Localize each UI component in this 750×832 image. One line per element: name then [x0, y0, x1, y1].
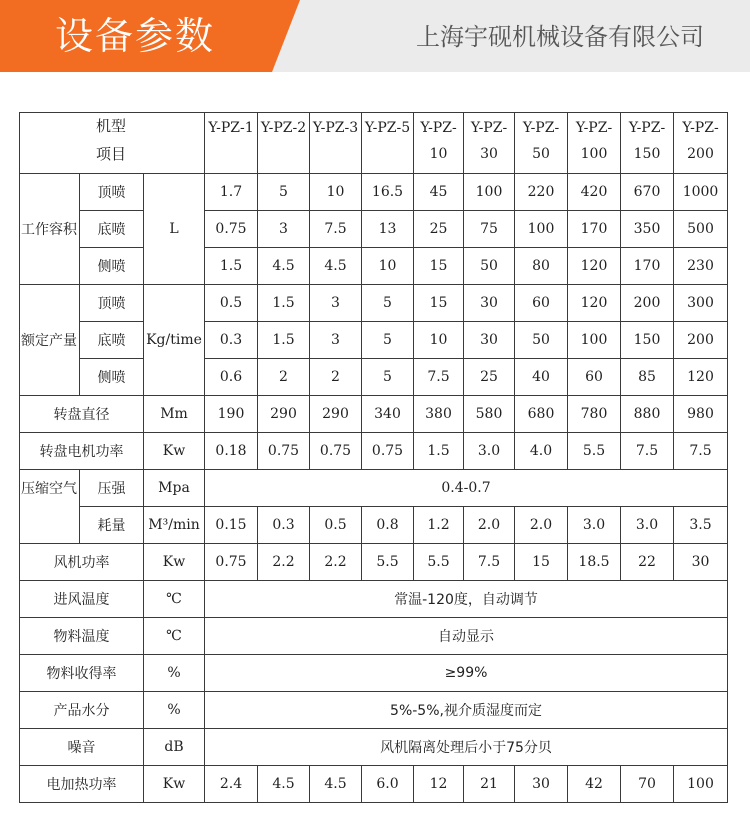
- value-cell: 120: [674, 359, 728, 396]
- page-title: 设备参数: [55, 14, 216, 58]
- value-cell: 22: [621, 544, 674, 581]
- value-cell: 3: [258, 211, 310, 248]
- value-cell: 4.5: [258, 248, 310, 285]
- value-cell: 13: [362, 211, 414, 248]
- value-cell: 0.75: [362, 433, 414, 470]
- value-cell: 2.4: [205, 766, 258, 803]
- model-name: Y-PZ-: [420, 120, 457, 136]
- merged-value: 风机隔离处理后小于75分贝: [205, 729, 728, 766]
- value-cell: 500: [674, 211, 728, 248]
- value-cell: 5.5: [362, 544, 414, 581]
- value-cell: 100: [674, 766, 728, 803]
- model-name: Y-PZ-3: [312, 120, 359, 136]
- unit-cell: %: [144, 655, 205, 692]
- value-cell: 45: [414, 174, 464, 211]
- header-banner: [0, 0, 750, 72]
- value-cell: 1.7: [205, 174, 258, 211]
- model-size: 100: [580, 146, 608, 162]
- value-cell: 4.0: [515, 433, 568, 470]
- model-header: [568, 113, 621, 174]
- value-cell: 6.0: [362, 766, 414, 803]
- row-label: 转盘电机功率: [20, 433, 144, 470]
- sub-label: 耗量: [80, 507, 144, 544]
- sub-label: 顶喷: [80, 174, 144, 211]
- header-row: [20, 113, 728, 174]
- unit-cell: %: [144, 692, 205, 729]
- value-cell: 300: [674, 285, 728, 322]
- value-cell: 7.5: [464, 544, 515, 581]
- value-cell: 580: [464, 396, 515, 433]
- value-cell: 340: [362, 396, 414, 433]
- model-name: Y-PZ-: [470, 120, 508, 136]
- value-cell: 230: [674, 248, 728, 285]
- unit-cell: ℃: [144, 581, 205, 618]
- value-cell: 0.6: [205, 359, 258, 396]
- disc_diameter-row: [20, 396, 728, 433]
- value-cell: 1.5: [414, 433, 464, 470]
- value-cell: 4.5: [310, 766, 362, 803]
- value-cell: 5: [258, 174, 310, 211]
- value-cell: 7.5: [621, 433, 674, 470]
- model-size: 150: [633, 146, 661, 162]
- value-cell: 25: [464, 359, 515, 396]
- value-cell: 2.2: [258, 544, 310, 581]
- value-cell: 30: [515, 766, 568, 803]
- value-cell: 670: [621, 174, 674, 211]
- model-header: [310, 113, 362, 174]
- value-cell: 5: [362, 285, 414, 322]
- value-cell: 30: [464, 322, 515, 359]
- output-label: 额定产量: [20, 285, 80, 396]
- value-cell: 18.5: [568, 544, 621, 581]
- model-size: 30: [480, 146, 498, 162]
- model-name: Y-PZ-: [682, 120, 719, 136]
- value-cell: 0.5: [310, 507, 362, 544]
- model-header: [362, 113, 414, 174]
- value-cell: 10: [310, 174, 362, 211]
- value-cell: 75: [464, 211, 515, 248]
- fan_power-row: [20, 544, 728, 581]
- sub-label: 底喷: [80, 211, 144, 248]
- value-cell: 7.5: [414, 359, 464, 396]
- merged-value: 常温-120度，自动调节: [205, 581, 728, 618]
- model-size: 50: [532, 146, 550, 162]
- value-cell: 5.5: [414, 544, 464, 581]
- value-cell: 3.0: [621, 507, 674, 544]
- value-cell: 0.3: [205, 322, 258, 359]
- value-cell: 40: [515, 359, 568, 396]
- value-cell: 15: [515, 544, 568, 581]
- output-row: [20, 322, 728, 359]
- output-row: [20, 285, 728, 322]
- value-cell: 12: [414, 766, 464, 803]
- merged-value: 5%-5%,视介质湿度而定: [205, 692, 728, 729]
- value-cell: 0.15: [205, 507, 258, 544]
- row-label: 物料收得率: [20, 655, 144, 692]
- value-cell: 5.5: [568, 433, 621, 470]
- value-cell: 2: [310, 359, 362, 396]
- moisture-row: [20, 692, 728, 729]
- unit-cell: dB: [144, 729, 205, 766]
- unit-cell: Kw: [144, 544, 205, 581]
- value-cell: 0.8: [362, 507, 414, 544]
- value-cell: 1.2: [414, 507, 464, 544]
- model-name: Y-PZ-: [522, 120, 560, 136]
- row-label: 物料温度: [20, 618, 144, 655]
- output-row: [20, 359, 728, 396]
- corner-item-label: 项目: [96, 145, 127, 163]
- merged-value: 0.4-0.7: [205, 470, 728, 507]
- capacity-row: [20, 174, 728, 211]
- value-cell: 42: [568, 766, 621, 803]
- sub-label: 侧喷: [80, 359, 144, 396]
- value-cell: 85: [621, 359, 674, 396]
- inlet_temp-row: [20, 581, 728, 618]
- value-cell: 3.5: [674, 507, 728, 544]
- value-cell: 30: [464, 285, 515, 322]
- capacity-row: [20, 211, 728, 248]
- spec-table: [19, 112, 728, 803]
- value-cell: 170: [621, 248, 674, 285]
- value-cell: 15: [414, 285, 464, 322]
- model-size: 200: [687, 146, 714, 162]
- value-cell: 1.5: [205, 248, 258, 285]
- air-pressure-row: [20, 470, 728, 507]
- capacity-row: [20, 248, 728, 285]
- heating_power-row: [20, 766, 728, 803]
- value-cell: 1.5: [258, 322, 310, 359]
- value-cell: 200: [674, 322, 728, 359]
- model-header: [205, 113, 258, 174]
- value-cell: 3.0: [568, 507, 621, 544]
- value-cell: 120: [568, 248, 621, 285]
- unit-cell: Mpa: [144, 470, 205, 507]
- value-cell: 2.0: [464, 507, 515, 544]
- model-name: Y-PZ-: [575, 120, 613, 136]
- air-consumption-row: [20, 507, 728, 544]
- value-cell: 15: [414, 248, 464, 285]
- value-cell: 3: [310, 322, 362, 359]
- value-cell: 30: [674, 544, 728, 581]
- value-cell: 420: [568, 174, 621, 211]
- value-cell: 1.5: [258, 285, 310, 322]
- value-cell: 21: [464, 766, 515, 803]
- unit-cell: Kg/time: [144, 285, 205, 396]
- model-name: Y-PZ-: [628, 120, 666, 136]
- value-cell: 0.75: [310, 433, 362, 470]
- value-cell: 120: [568, 285, 621, 322]
- noise-row: [20, 729, 728, 766]
- corner-model-label: 机型: [96, 117, 127, 135]
- merged-value: ≥99%: [205, 655, 728, 692]
- model-name: Y-PZ-2: [260, 120, 307, 136]
- merged-value: 自动显示: [205, 618, 728, 655]
- model-header: [674, 113, 728, 174]
- value-cell: 100: [568, 322, 621, 359]
- value-cell: 16.5: [362, 174, 414, 211]
- value-cell: 60: [568, 359, 621, 396]
- unit-cell: M³/min: [144, 507, 205, 544]
- value-cell: 80: [515, 248, 568, 285]
- value-cell: 2.2: [310, 544, 362, 581]
- value-cell: 50: [464, 248, 515, 285]
- value-cell: 880: [621, 396, 674, 433]
- material_temp-row: [20, 618, 728, 655]
- row-label: 电加热功率: [20, 766, 144, 803]
- value-cell: 60: [515, 285, 568, 322]
- row-label: 进风温度: [20, 581, 144, 618]
- model-header: [621, 113, 674, 174]
- model-header: [515, 113, 568, 174]
- value-cell: 5: [362, 322, 414, 359]
- model-name: Y-PZ-5: [364, 120, 411, 136]
- company-name: 上海宇砚机械设备有限公司: [416, 23, 704, 51]
- unit-cell: ℃: [144, 618, 205, 655]
- model-size: 10: [429, 146, 448, 162]
- value-cell: 380: [414, 396, 464, 433]
- value-cell: 0.3: [258, 507, 310, 544]
- value-cell: 200: [621, 285, 674, 322]
- value-cell: 150: [621, 322, 674, 359]
- row-label: 噪音: [20, 729, 144, 766]
- value-cell: 780: [568, 396, 621, 433]
- sub-label: 底喷: [80, 322, 144, 359]
- model-header: [258, 113, 310, 174]
- value-cell: 1000: [674, 174, 728, 211]
- model-header: [464, 113, 515, 174]
- value-cell: 5: [362, 359, 414, 396]
- disc_motor-row: [20, 433, 728, 470]
- value-cell: 220: [515, 174, 568, 211]
- row-label: 产品水分: [20, 692, 144, 729]
- capacity-label: 工作容积: [20, 174, 80, 285]
- value-cell: 25: [414, 211, 464, 248]
- air-label: 压缩空气: [20, 470, 80, 544]
- model-name: Y-PZ-1: [208, 120, 254, 136]
- value-cell: 70: [621, 766, 674, 803]
- value-cell: 3: [310, 285, 362, 322]
- row-label: 风机功率: [20, 544, 144, 581]
- value-cell: 0.18: [205, 433, 258, 470]
- value-cell: 4.5: [258, 766, 310, 803]
- value-cell: 100: [515, 211, 568, 248]
- model-header: [414, 113, 464, 174]
- value-cell: 290: [310, 396, 362, 433]
- sub-label: 压强: [80, 470, 144, 507]
- sub-label: 侧喷: [80, 248, 144, 285]
- value-cell: 680: [515, 396, 568, 433]
- value-cell: 10: [414, 322, 464, 359]
- value-cell: 7.5: [674, 433, 728, 470]
- value-cell: 2: [258, 359, 310, 396]
- unit-cell: Mm: [144, 396, 205, 433]
- corner-cell: [20, 113, 205, 174]
- unit-cell: L: [144, 174, 205, 285]
- value-cell: 3.0: [464, 433, 515, 470]
- value-cell: 0.75: [205, 211, 258, 248]
- unit-cell: Kw: [144, 433, 205, 470]
- value-cell: 10: [362, 248, 414, 285]
- row-label: 转盘直径: [20, 396, 144, 433]
- value-cell: 190: [205, 396, 258, 433]
- value-cell: 0.5: [205, 285, 258, 322]
- value-cell: 0.75: [205, 544, 258, 581]
- value-cell: 100: [464, 174, 515, 211]
- value-cell: 4.5: [310, 248, 362, 285]
- unit-cell: Kw: [144, 766, 205, 803]
- yield_rate-row: [20, 655, 728, 692]
- value-cell: 350: [621, 211, 674, 248]
- value-cell: 170: [568, 211, 621, 248]
- value-cell: 2.0: [515, 507, 568, 544]
- value-cell: 50: [515, 322, 568, 359]
- value-cell: 7.5: [310, 211, 362, 248]
- sub-label: 顶喷: [80, 285, 144, 322]
- value-cell: 0.75: [258, 433, 310, 470]
- value-cell: 290: [258, 396, 310, 433]
- spec-table-body: [20, 113, 728, 803]
- value-cell: 980: [674, 396, 728, 433]
